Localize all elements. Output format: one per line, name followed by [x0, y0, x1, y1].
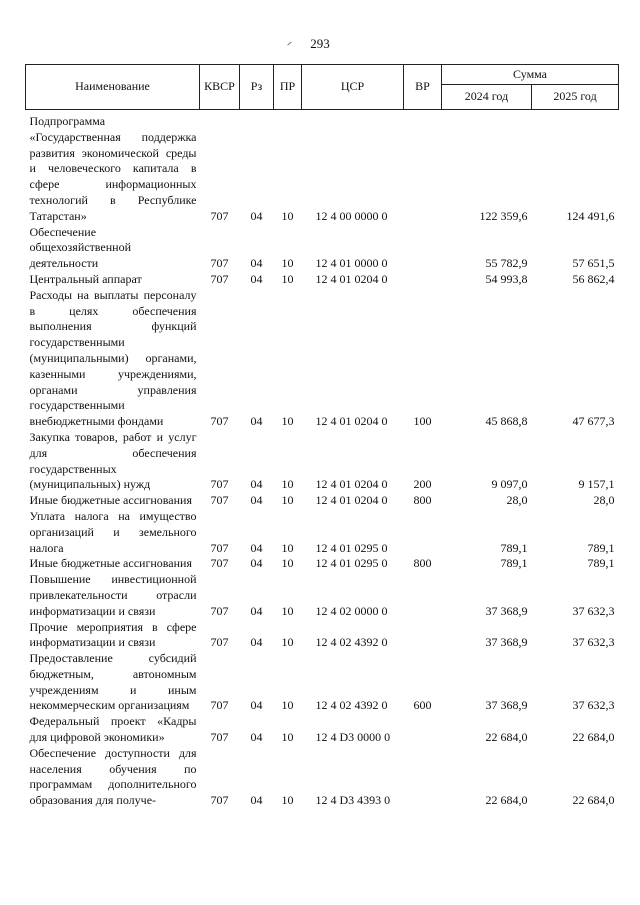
cell-sum-2025: 37 632,3 — [572, 698, 615, 713]
cell-pr: 10 — [281, 540, 294, 555]
cell-vr — [404, 225, 442, 272]
cell-csr: 12 4 02 0000 0 — [315, 603, 388, 618]
header-name: Наименование — [26, 65, 200, 110]
cell-sum-2024: 55 782,9 — [485, 256, 528, 271]
cell-sum-2025: 9 157,1 — [578, 477, 615, 492]
cell-sum-2024: 22 684,0 — [485, 793, 528, 808]
table-row — [26, 509, 619, 556]
cell-vr — [404, 509, 442, 556]
header-pr: ПР — [274, 65, 302, 110]
cell-kvsr: 707 — [210, 635, 229, 650]
table-row — [26, 225, 619, 272]
cell-sum-2025: 124 491,6 — [566, 208, 615, 223]
cell-sum-2024: 9 097,0 — [491, 477, 528, 492]
table-row — [26, 493, 619, 509]
table-row — [26, 556, 619, 572]
table-row — [26, 572, 619, 619]
cell-sum-2025: 37 632,3 — [572, 635, 615, 650]
header-rz: Рз — [240, 65, 274, 110]
cell-kvsr: 707 — [210, 414, 229, 429]
cell-rz: 04 — [250, 477, 263, 492]
cell-vr: 800 — [413, 493, 432, 508]
cell-sum-2025: 22 684,0 — [572, 793, 615, 808]
cell-sum-2025: 789,1 — [587, 540, 615, 555]
cell-name: Обеспечение доступности для населения обучения по программам дополнительного образования для получе- — [29, 745, 197, 808]
header-csr: ЦСР — [302, 65, 404, 110]
cell-sum-2025: 28,0 — [593, 493, 615, 508]
cell-pr: 10 — [281, 635, 294, 650]
cell-name: Федеральный проект «Кадры для цифровой экономики» — [29, 714, 197, 745]
cell-csr: 12 4 01 0000 0 — [315, 256, 388, 271]
cell-kvsr: 707 — [210, 793, 229, 808]
cell-pr: 10 — [281, 793, 294, 808]
cell-csr: 12 4 02 4392 0 — [315, 698, 388, 713]
cell-sum-2024: 28,0 — [506, 493, 528, 508]
table-row — [26, 651, 619, 714]
cell-rz: 04 — [250, 730, 263, 745]
cell-sum-2024: 45 868,8 — [485, 414, 528, 429]
cell-sum-2025: 56 862,4 — [572, 271, 615, 286]
cell-sum-2024: 37 368,9 — [485, 635, 528, 650]
cell-rz: 04 — [250, 493, 263, 508]
cell-pr: 10 — [281, 414, 294, 429]
cell-kvsr: 707 — [210, 698, 229, 713]
cell-vr — [404, 114, 442, 225]
cell-vr — [404, 272, 442, 288]
cell-kvsr: 707 — [210, 477, 229, 492]
cell-sum-2024: 789,1 — [500, 540, 528, 555]
cell-rz: 04 — [250, 635, 263, 650]
cell-pr: 10 — [281, 477, 294, 492]
cell-name: Центральный аппарат — [29, 271, 142, 286]
cell-csr: 12 4 01 0204 0 — [315, 493, 388, 508]
cell-vr — [404, 620, 442, 652]
cell-name: Закупка товаров, работ и услуг для обеспечения государственных (муниципальных) нужд — [29, 429, 197, 492]
cell-rz: 04 — [250, 603, 263, 618]
cell-name: Предоставление субсидий бюджетным, автономным учреждениям и иным некоммерческим организациям — [29, 651, 197, 713]
cell-kvsr: 707 — [210, 208, 229, 223]
cell-kvsr: 707 — [210, 730, 229, 745]
cell-rz: 04 — [250, 556, 263, 571]
cell-name: Прочие мероприятия в сфере информатизации и связи — [29, 619, 197, 650]
cell-sum-2024: 37 368,9 — [485, 698, 528, 713]
table-row — [26, 746, 619, 809]
cell-sum-2024: 122 359,6 — [479, 208, 528, 223]
cell-csr: 12 4 01 0295 0 — [315, 540, 388, 555]
cell-vr: 800 — [413, 556, 432, 571]
table-row — [26, 272, 619, 288]
cell-rz: 04 — [250, 698, 263, 713]
cell-rz: 04 — [250, 414, 263, 429]
cell-sum-2025: 47 677,3 — [572, 414, 615, 429]
cell-rz: 04 — [250, 793, 263, 808]
table-row — [26, 288, 619, 430]
cell-kvsr: 707 — [210, 603, 229, 618]
cell-sum-2024: 789,1 — [500, 556, 528, 571]
cell-name: Обеспечение общехозяйственной деятельности — [29, 224, 131, 271]
cell-sum-2025: 57 651,5 — [572, 256, 615, 271]
cell-csr: 12 4 D3 0000 0 — [315, 730, 391, 745]
cell-sum-2025: 22 684,0 — [572, 730, 615, 745]
header-year-2024: 2024 год — [442, 85, 532, 110]
cell-csr: 12 4 01 0204 0 — [315, 477, 388, 492]
header-vr: ВР — [404, 65, 442, 110]
table-body — [26, 110, 619, 810]
cell-pr: 10 — [281, 256, 294, 271]
cell-name: Подпрограмма «Государственная поддержка развития экономической среды и человеческого капитала в сфере информационных технологий в Республике Татарстан» — [29, 114, 197, 223]
cell-csr: 12 4 01 0295 0 — [315, 556, 388, 571]
cell-name: Повышение инвестиционной привлекательности отрасли информатизации и связи — [29, 572, 197, 618]
cell-vr — [404, 572, 442, 619]
cell-csr: 12 4 00 0000 0 — [315, 208, 388, 223]
cell-csr: 12 4 02 4392 0 — [315, 635, 388, 650]
cell-csr: 12 4 01 0204 0 — [315, 271, 388, 286]
cell-csr: 12 4 01 0204 0 — [315, 414, 388, 429]
cell-kvsr: 707 — [210, 493, 229, 508]
table-header — [26, 65, 619, 110]
cell-rz: 04 — [250, 256, 263, 271]
cell-pr: 10 — [281, 208, 294, 223]
page-number: 293 — [310, 36, 330, 51]
table-row — [26, 114, 619, 225]
cell-name: Иные бюджетные ассигнования — [29, 493, 192, 508]
header-year-2025: 2025 год — [532, 85, 619, 110]
cell-name: Уплата налога на имущество организаций и земельного налога — [29, 508, 197, 555]
table-row — [26, 714, 619, 746]
header-kvsr: КВСР — [200, 65, 240, 110]
cell-pr: 10 — [281, 271, 294, 286]
table-row — [26, 430, 619, 493]
cell-vr — [404, 746, 442, 809]
cell-kvsr: 707 — [210, 556, 229, 571]
cell-kvsr: 707 — [210, 271, 229, 286]
cell-vr: 200 — [413, 477, 432, 492]
cell-name: Расходы на выплаты персоналу в целях обеспечения выполнения функций государственными (муниципальными) органами, казенными учреждениями, органами управления государственными внебюджетными фондами — [29, 287, 197, 429]
cell-sum-2024: 37 368,9 — [485, 603, 528, 618]
cell-sum-2025: 789,1 — [587, 556, 615, 571]
budget-table — [25, 64, 619, 809]
cell-pr: 10 — [281, 556, 294, 571]
cell-rz: 04 — [250, 540, 263, 555]
cell-kvsr: 707 — [210, 540, 229, 555]
cell-sum-2025: 37 632,3 — [572, 603, 615, 618]
cell-rz: 04 — [250, 271, 263, 286]
cell-vr: 100 — [413, 414, 432, 429]
cell-name: Иные бюджетные ассигнования — [29, 556, 192, 571]
cell-pr: 10 — [281, 698, 294, 713]
cell-sum-2024: 54 993,8 — [485, 271, 528, 286]
cell-vr — [404, 714, 442, 746]
table-row — [26, 620, 619, 652]
header-sum: Сумма — [442, 65, 619, 85]
cell-sum-2024: 22 684,0 — [485, 730, 528, 745]
cell-kvsr: 707 — [210, 256, 229, 271]
cell-rz: 04 — [250, 208, 263, 223]
cell-pr: 10 — [281, 603, 294, 618]
cell-csr: 12 4 D3 4393 0 — [315, 793, 391, 808]
cell-pr: 10 — [281, 493, 294, 508]
cell-pr: 10 — [281, 730, 294, 745]
cell-vr: 600 — [413, 698, 432, 713]
